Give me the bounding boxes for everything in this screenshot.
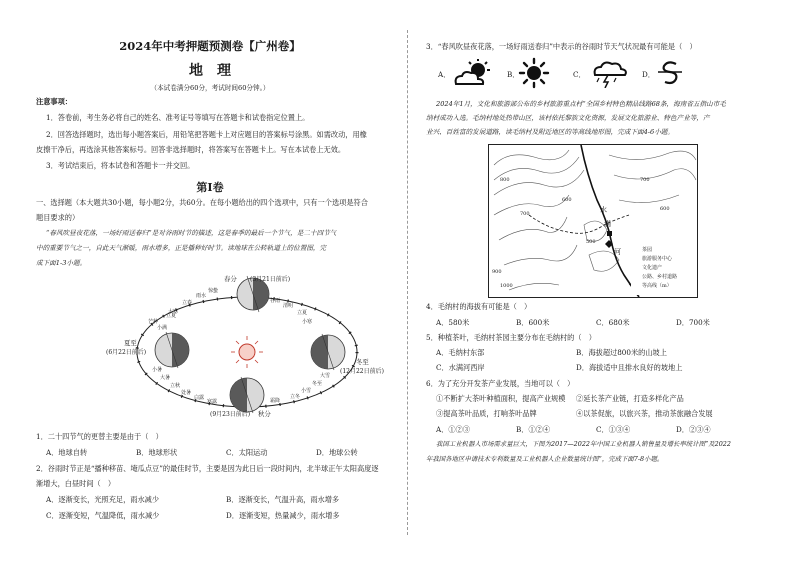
term-label: 芒种 <box>148 319 159 325</box>
thunderstorm-icon <box>590 58 630 88</box>
section-intro-1: 一、选择题（本大题共30小题，每小题2分，共60分。在每小题给出的四个选项中，只有一个选项是符合 <box>36 198 368 207</box>
q3-option-b: B． <box>507 70 520 79</box>
q2-option-d: D．逐渐变短，热量减少，雨水增多 <box>226 511 340 520</box>
notice-1: 1．答卷前，考生务必将自己的姓名、准考证号等填写在答题卡和试卷指定位置上。 <box>46 113 310 122</box>
legend-heritage: 文化遗产 <box>642 265 663 271</box>
map-contour-label: 900 <box>492 269 502 275</box>
q1-option-d: D．地球公转 <box>316 448 358 457</box>
map-contour-label: 700 <box>640 177 650 183</box>
q4-option-b: B．600米 <box>516 318 550 327</box>
term-label: 立夏 <box>166 313 177 319</box>
label-qiufen-date: (9月23日前后) <box>210 411 251 418</box>
legend-service: 旅游服务中心 <box>642 256 673 262</box>
q5-option-d: D．海拔适中且排水良好的坡地上 <box>576 363 683 372</box>
q6-statement-4: ④以茶促旅，以旅兴茶，推动茶旅融合发展 <box>576 409 713 418</box>
earth-dongzhi <box>311 334 345 370</box>
map-contour-label: 500 <box>586 239 596 245</box>
map-label-river3: 河 <box>614 248 621 256</box>
term-label: 立春 <box>182 300 193 306</box>
map-contour-label: 800 <box>500 177 510 183</box>
earth-xiazhi <box>155 332 189 368</box>
q5-option-a: A．毛纳村东部 <box>436 348 485 357</box>
term-label: 小满 <box>157 325 168 331</box>
question-1: 1．二十四节气的更替主要是由于（ ） <box>36 432 163 441</box>
q6-option-d: D．②③④ <box>676 425 711 434</box>
term-label: 白露 <box>194 395 205 401</box>
q6-statement-3: ③提高茶叶品质，打响茶叶品牌 <box>436 409 537 418</box>
passage2-2: 纳村成功入选。毛纳村地处热带山区，该村依托黎族文化资源，发展文化旅游业、特色产业等，产 <box>426 114 710 122</box>
wind-icon <box>656 58 684 88</box>
question-6: 6．为了充分开发茶产业发展，当地可以（ ） <box>426 379 575 388</box>
notice-3: 3．考试结束后，将本试卷和答题卡一并交回。 <box>46 161 195 170</box>
legend-contour: 等高线（m） <box>642 283 672 289</box>
q6-statement-2: ②延长茶产业链，打造多样化产品 <box>576 394 684 403</box>
term-label: 惊蛰 <box>208 288 219 294</box>
term-label: 大寒 <box>168 309 179 315</box>
map-label-river2: 满 <box>604 220 611 228</box>
term-label: 大暑 <box>160 375 171 381</box>
notice-2b: 皮擦干净后，再选涂其他答案标号。回答非选择题时，将答案写在答题卡上。写在本试卷上无效。 <box>36 145 346 154</box>
sun-cloud-icon <box>452 58 494 88</box>
term-label: 小寒 <box>302 319 313 325</box>
label-qiufen: 秋分 <box>258 410 271 418</box>
term-label: 立冬 <box>290 394 301 400</box>
term-label: 小雪 <box>301 388 312 394</box>
label-xiazhi: 夏至 <box>124 339 137 347</box>
q4-option-d: D．700米 <box>676 318 710 327</box>
term-label: 雨水 <box>196 293 207 299</box>
q6-option-c: C．①③④ <box>596 425 631 434</box>
q4-option-a: A．580米 <box>436 318 470 327</box>
passage-2: 中的重要节气之一，自此天气渐暖，雨水增多，正是播种好时节。读地球在公转轨道上的位置图，完 <box>36 244 327 252</box>
term-label: 小暑 <box>152 367 163 373</box>
q1-option-b: B．地球形状 <box>136 448 178 457</box>
term-label: 霜降 <box>270 398 281 404</box>
question-2-line1: 2．谷雨时节正是“播种移苗、埯瓜点豆”的最佳时节，主要是因为此日后一段时间内，北半球正午太阳高度逐 <box>36 464 379 473</box>
q6-statement-1: ①不断扩大茶叶种植面积，提高产业规模 <box>436 394 566 403</box>
label-dongzhi: 冬至 <box>356 358 369 366</box>
term-label: 大雪 <box>320 373 331 379</box>
passage2-1: 2024年1月，文化和旅游部公布的乡村旅游重点村“全国乡村特色精品线路68条，海南省五指山市毛 <box>436 100 726 108</box>
passage-3: 成下面1-3小题。 <box>36 259 87 267</box>
q2-option-a: A．逐渐变长，光照充足，雨水减少 <box>46 495 160 504</box>
term-label: 清明 <box>283 303 294 309</box>
term-label: 立夏 <box>297 310 308 316</box>
road-path <box>529 215 629 233</box>
q1-option-c: C．太阳运动 <box>226 448 268 457</box>
notice-2: 2．回答选择题时，选出每小题答案后，用铅笔把答题卡上对应题目的答案标号涂黑。如需改动，用橡 <box>46 130 367 139</box>
notice-title: 注意事项： <box>36 97 72 106</box>
q3-option-d: D． <box>642 70 655 79</box>
sun-icon <box>231 336 263 368</box>
passage2-3: 业兴、百姓富的发展道路，读毛纳村及附近地区的等高线地形图，完成下面4-6小题。 <box>426 128 674 136</box>
q2-option-c: C．逐渐变短，气温降低，雨水减少 <box>46 511 160 520</box>
q3-option-a: A． <box>438 70 451 79</box>
map-contour-label: 700 <box>520 211 530 217</box>
question-4: 4．毛纳村的海拔有可能是（ ） <box>426 302 532 311</box>
legend-tea: 茶园 <box>642 247 653 253</box>
exam-title: 2024年中考押题预测卷【广州卷】 <box>119 39 301 53</box>
score-info: （本试卷满分60分，考试时间60分钟。） <box>150 84 270 92</box>
term-label: 处暑 <box>181 390 192 396</box>
question-3: 3．“春风吹昼夜花落，一场好雨送春归”中表示的谷雨时节天气状况最有可能是（ ） <box>426 42 697 51</box>
q2-option-b: B．逐渐变长，气温升高，雨水增多 <box>226 495 340 504</box>
passage3-2: 年我国各地区申请技术专利数量及工业机器人企业数量统计图”，完成下面7-8小题。 <box>426 455 664 463</box>
passage-1: “春风吹昼夜花落，一场好雨送春归”是对谷雨时节的描述，这是春季的最后一个节气，是二十四节气 <box>46 229 337 237</box>
legend-road: 公路、乡村道路 <box>642 274 678 280</box>
question-2-line2: 渐增大，白昼时间（ ） <box>36 479 116 488</box>
map-label-river: 水 <box>600 206 607 214</box>
section-intro-2: 题目要求的） <box>36 213 80 222</box>
q4-option-c: C．680米 <box>596 318 630 327</box>
label-xiazhi-date: (6月22日前后) <box>106 349 147 356</box>
q6-option-b: B．①②④ <box>516 425 551 434</box>
volume-title: 第Ⅰ卷 <box>196 181 224 194</box>
term-label: 寒露 <box>207 399 218 405</box>
label-dongzhi-date: (12月22日前后) <box>340 368 384 375</box>
subject-title: 地 理 <box>189 63 231 79</box>
passage3-1: 我国工业机器人市场需求量巨大，下图为2017—2022年中国工业机器人销售量及增长率统计图”及2022 <box>436 440 731 448</box>
map-contour-label: 600 <box>562 197 572 203</box>
term-label: 谷雨 <box>270 298 281 304</box>
q5-option-c: C．水满河西岸 <box>436 363 485 372</box>
map-contour-label: 600 <box>660 206 670 212</box>
earth-qiufen <box>230 377 264 413</box>
column-divider <box>407 30 408 535</box>
q5-option-b: B．海拔超过800米的山坡上 <box>576 348 667 357</box>
q1-option-a: A．地球自转 <box>46 448 88 457</box>
map-contour-label: 1000 <box>500 283 513 289</box>
sun-icon <box>518 57 550 89</box>
q3-option-c: C． <box>573 70 586 79</box>
q6-option-a: A．①②③ <box>436 425 470 434</box>
question-5: 5．种植茶叶，毛纳村茶园主要分布在毛纳村的（ ） <box>426 333 596 342</box>
term-label: 立秋 <box>170 383 181 389</box>
term-label: 冬至 <box>312 381 323 387</box>
label-chunfen-date: (3月21日前后) <box>250 276 291 283</box>
label-chunfen: 春分 <box>224 275 237 283</box>
